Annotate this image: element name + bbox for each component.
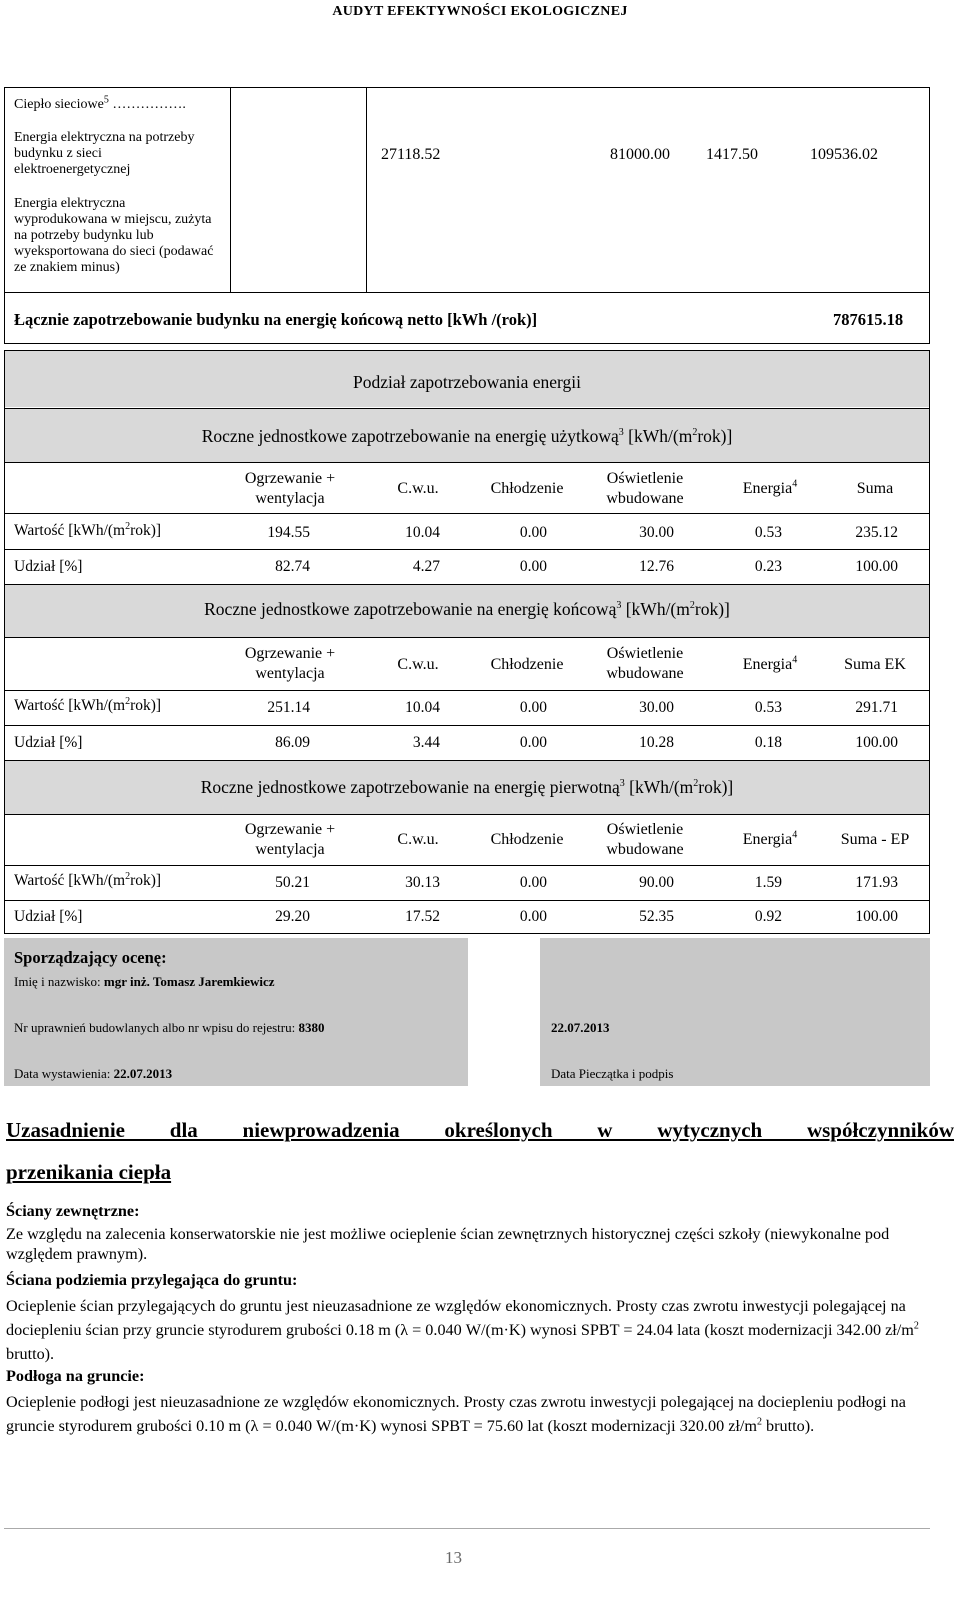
row-divider (4, 725, 930, 726)
useful-share-dhw: 4.27 (412, 558, 440, 575)
final-value-dhw: 10.04 (405, 699, 440, 716)
col-lighting: Oświetlenie wbudowane (606, 645, 684, 682)
electric-value-heating: 27118.52 (381, 146, 441, 163)
col-heating-ventilation: Ogrzewanie + wentylacja (244, 470, 336, 507)
primary-value-lighting: 90.00 (639, 874, 674, 891)
basement-heading: Ściana podziemia przylegająca do gruntu: (6, 1271, 298, 1289)
primary-share-cooling: 0.00 (519, 908, 547, 925)
stamp-label: Data Pieczątka i podpis (551, 1066, 674, 1081)
final-value-cooling: 0.00 (519, 699, 547, 716)
useful-energy-title: Roczne jednostkowe zapotrzebowanie na energię użytkową$^3$ $[kWh/(m^2rok)]$ (201, 426, 733, 446)
grid-electricity-label: Energia elektryczna na potrzeby budynku z sieci elektroenergetycznej (14, 130, 195, 177)
onsite-electricity-label: Energia elektryczna wyprodukowana w miejscu, zużyta na potrzeby budynku lub wyeksportowana do sieci (podawać ze znakiem minus) (14, 196, 214, 275)
col-lighting: Oświetlenie wbudowane (606, 821, 684, 858)
justification-heading-line2: przenikania ciepła (6, 1160, 172, 1184)
useful-value-sum: 235.12 (855, 524, 898, 541)
final-share-cooling: 0.00 (519, 734, 547, 751)
col-heating-ventilation: Ogrzewanie + wentylacja (244, 645, 336, 682)
floor-heading: Podłoga na gruncie: (6, 1367, 145, 1385)
electric-value-total: 109536.02 (810, 146, 878, 163)
energy-split-title: Podział zapotrzebowania energii (352, 372, 582, 392)
final-share-label: Udział [%] (14, 734, 83, 751)
useful-energy-title-row (5, 408, 929, 463)
issue-date: Data wystawienia: 22.07.2013 (14, 1066, 173, 1081)
final-share-auxiliary: 0.18 (754, 734, 782, 751)
primary-share-heating: 29.20 (275, 908, 310, 925)
col-sum: Suma (856, 480, 894, 497)
final-value-lighting: 30.00 (639, 699, 674, 716)
primary-energy-title-row (5, 760, 929, 815)
useful-share-lighting: 12.76 (639, 558, 674, 575)
electric-value-dhw: 81000.00 (610, 146, 670, 163)
primary-energy-title: Roczne jednostkowe zapotrzebowanie na energię pierwotną$^3$ $[kWh/(m^2rok)]$ (200, 777, 734, 797)
useful-share-label: Udział [%] (14, 558, 83, 575)
primary-value-sum: 171.93 (855, 874, 898, 891)
primary-value-auxiliary: 1.59 (754, 874, 782, 891)
row-divider (4, 865, 930, 866)
col-auxiliary-energy: Energia$^4$ (742, 654, 798, 673)
row-divider (4, 690, 930, 691)
col-dhw: C.w.u. (397, 480, 439, 497)
useful-share-auxiliary: 0.23 (754, 558, 782, 575)
final-share-dhw: 3.44 (412, 734, 440, 751)
final-value-label: Wartość $[kWh/(m^2rok)]$ (14, 695, 162, 714)
running-header: AUDYT EFEKTYWNOŚCI EKOLOGICZNEJ (332, 4, 628, 19)
primary-value-cooling: 0.00 (519, 874, 547, 891)
final-energy-title: Roczne jednostkowe zapotrzebowanie na energię końcową$^3$ $[kWh/(m^2rok)]$ (204, 599, 730, 619)
assessor-license: Nr uprawnień budowlanych albo nr wpisu do rejestru: 8380 (14, 1020, 325, 1035)
walls-heading: Ściany zewnętrzne: (6, 1202, 140, 1220)
useful-share-sum: 100.00 (855, 558, 898, 575)
row-divider (4, 513, 930, 514)
useful-value-auxiliary: 0.53 (754, 524, 782, 541)
col-cooling: Chłodzenie (490, 656, 564, 673)
col-dhw: C.w.u. (397, 831, 439, 848)
col-sum-ek: Suma EK (844, 656, 906, 673)
primary-value-heating: 50.21 (275, 874, 310, 891)
sources-values-column (366, 87, 367, 293)
col-dhw: C.w.u. (397, 656, 439, 673)
assessor-name: Imię i nazwisko: mgr inż. Tomasz Jaremkiewicz (14, 974, 275, 989)
final-share-heating: 86.09 (275, 734, 310, 751)
final-share-lighting: 10.28 (639, 734, 674, 751)
useful-value-lighting: 30.00 (639, 524, 674, 541)
total-demand-label: Łącznie zapotrzebowanie budynku na energię końcową netto [kWh /(rok)] (14, 310, 538, 329)
col-auxiliary-energy: Energia$^4$ (742, 478, 798, 497)
col-lighting: Oświetlenie wbudowane (606, 470, 684, 507)
col-cooling: Chłodzenie (490, 480, 564, 497)
page-number: 13 (445, 1548, 462, 1567)
district-heat-label: Ciepło sieciowe$^5$ ……………. (14, 94, 186, 112)
primary-share-sum: 100.00 (855, 908, 898, 925)
footer-rule (4, 1528, 930, 1529)
stamp-date: 22.07.2013 (551, 1020, 610, 1035)
final-energy-title-row (5, 584, 929, 638)
useful-value-label: Wartość $[kWh/(m^2rok)]$ (14, 520, 162, 539)
final-share-sum: 100.00 (855, 734, 898, 751)
primary-share-lighting: 52.35 (639, 908, 674, 925)
basement-text: Ocieplenie ścian przylegających do gruntu jest nieuzasadnione ze względów ekonomicznych. Prosty czas zwrotu inwestycji polegającej na dociepleniu ścian przy gruncie styrodurem grubości 0.18 m (λ = 0.040 W/(m·K) wynosi SPBT = 24.04 lata (koszt modernizacji 342.00 $zł/m^2$ brutto). (6, 1297, 919, 1363)
electric-value-lighting: 1417.50 (706, 146, 758, 163)
walls-text: Ze względu na zalecenia konserwatorskie nie jest możliwe ocieplenie ścian zewnętrznych historycznej części szkoły (niewykonalne pod względem prawnym). (6, 1225, 890, 1263)
useful-value-dhw: 10.04 (405, 524, 440, 541)
useful-share-heating: 82.74 (275, 558, 310, 575)
useful-value-heating: 194.55 (267, 524, 310, 541)
assessor-heading: Sporządzający ocenę: (14, 948, 167, 967)
primary-share-dhw: 17.52 (405, 908, 440, 925)
energy-split-title-row (5, 351, 929, 407)
useful-value-cooling: 0.00 (519, 524, 547, 541)
final-value-sum: 291.71 (855, 699, 898, 716)
total-demand-value: 787615.18 (833, 310, 904, 329)
row-divider (4, 549, 930, 550)
primary-value-dhw: 30.13 (405, 874, 440, 891)
primary-value-label: Wartość $[kWh/(m^2rok)]$ (14, 870, 162, 889)
floor-text: Ocieplenie podłogi jest nieuzasadnione ze względów ekonomicznych. Prosty czas zwrotu inwestycji polegającej na dociepleniu podłogi na gruncie styrodurem grubości 0.10 m (λ = 0.040 W/(m·K) wynosi SPBT = 75.60 lat (koszt modernizacji 320.00 $zł/m^2$ brutto). (6, 1393, 906, 1435)
col-sum-ep: Suma - EP (840, 831, 910, 848)
justification-heading: Uzasadnienie dla niewprowadzenia określonych w wytycznych współczynników (6, 1118, 954, 1142)
col-cooling: Chłodzenie (490, 831, 564, 848)
primary-share-label: Udział [%] (14, 908, 83, 925)
useful-share-cooling: 0.00 (519, 558, 547, 575)
final-value-heating: 251.14 (267, 699, 310, 716)
col-heating-ventilation: Ogrzewanie + wentylacja (244, 821, 336, 858)
stamp-panel (540, 938, 930, 1086)
final-value-auxiliary: 0.53 (754, 699, 782, 716)
col-auxiliary-energy: Energia$^4$ (742, 829, 798, 848)
primary-share-auxiliary: 0.92 (754, 908, 782, 925)
row-divider (4, 900, 930, 901)
